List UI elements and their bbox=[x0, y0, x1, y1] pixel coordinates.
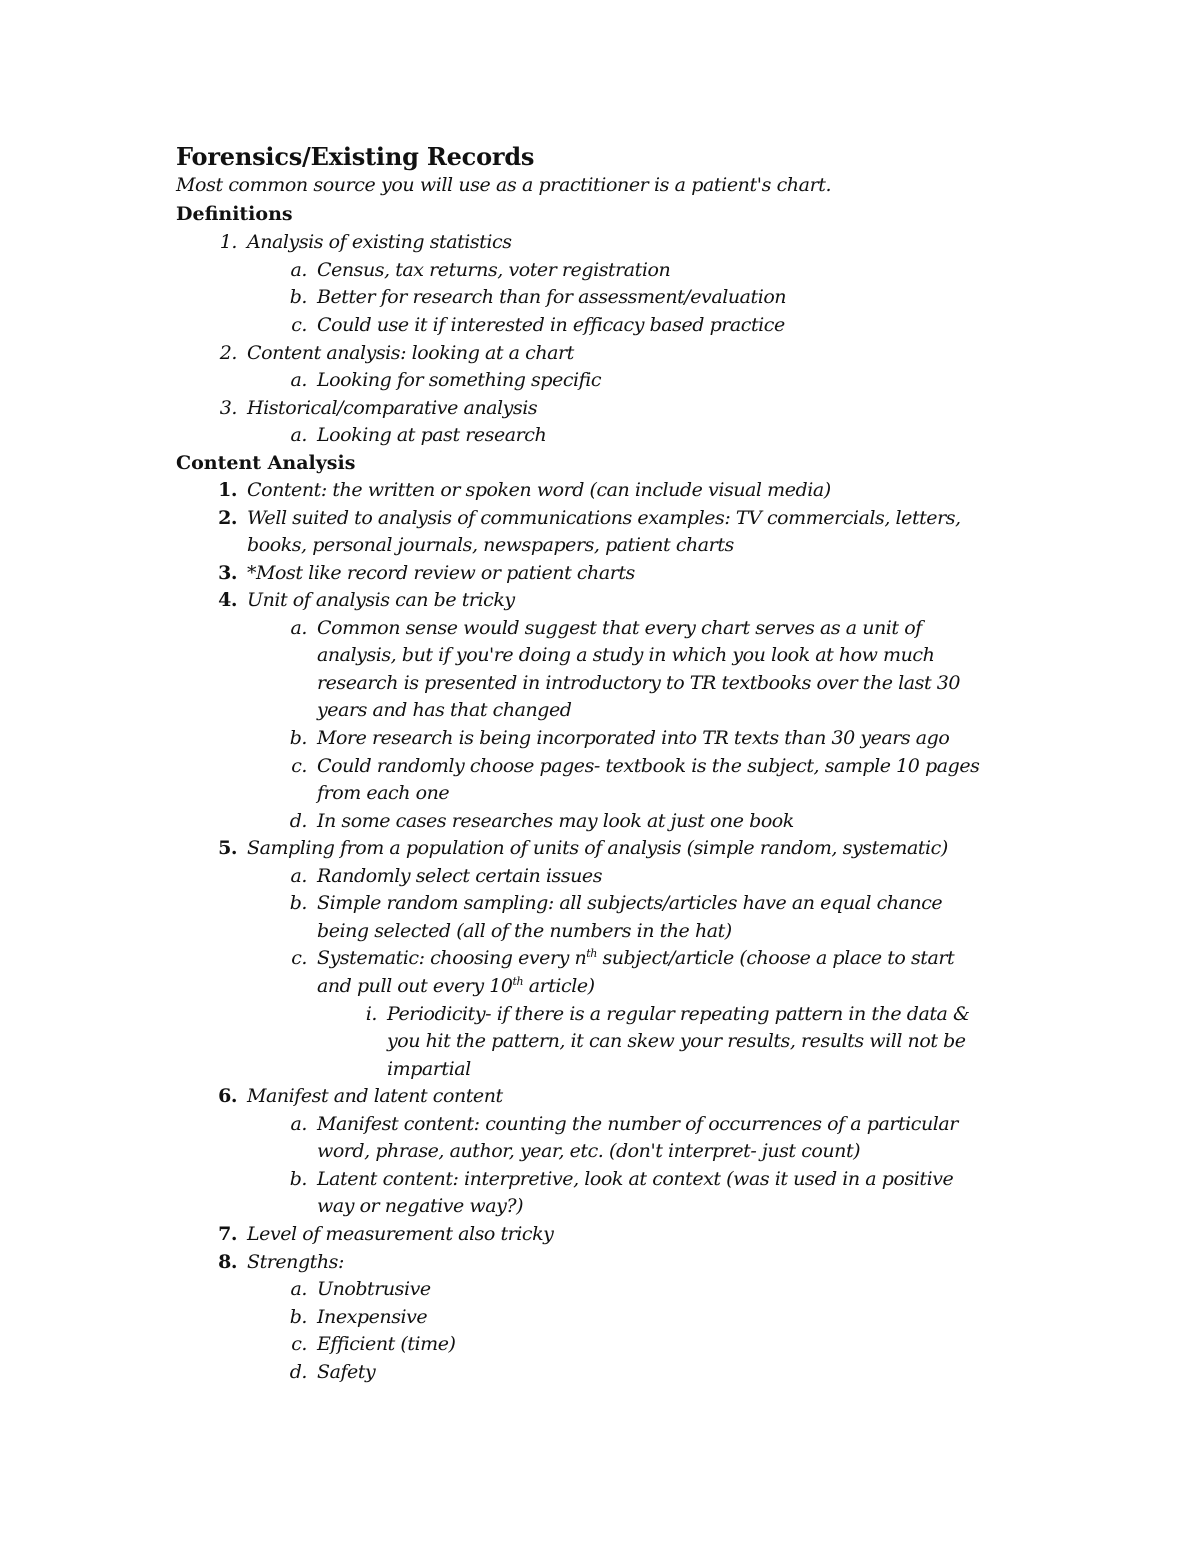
content-analysis-item bbox=[290, 1111, 958, 1139]
list-marker: 1. bbox=[218, 479, 237, 501]
content-analysis-item bbox=[289, 725, 950, 753]
content-analysis-item bbox=[218, 1249, 344, 1277]
list-marker: b. bbox=[289, 1306, 307, 1328]
superscript: th bbox=[512, 975, 524, 988]
content-analysis-item bbox=[317, 642, 934, 670]
content-analysis-item bbox=[290, 615, 922, 643]
list-item-text: Could use it if interested in efficacy based practice bbox=[317, 314, 785, 336]
content-analysis-item bbox=[289, 1166, 954, 1194]
content-analysis-item bbox=[289, 808, 794, 836]
list-item-text-after: subject/article (choose a place to start bbox=[596, 947, 955, 969]
list-item-text: being selected (all of the numbers in the hat) bbox=[317, 920, 732, 942]
content-analysis-item bbox=[218, 587, 515, 615]
list-item-text: Simple random sampling: all subjects/articles have an equal chance bbox=[317, 892, 943, 914]
list-item-text: books, personal journals, newspapers, patient charts bbox=[247, 534, 734, 556]
list-item-text: Content analysis: looking at a chart bbox=[247, 342, 574, 364]
list-item-text: word, phrase, author, year, etc. (don't interpret- just count) bbox=[317, 1140, 861, 1162]
list-item-text: Manifest content: counting the number of occurrences of a particular bbox=[317, 1113, 958, 1135]
list-marker: 4. bbox=[218, 589, 237, 611]
list-marker: 7. bbox=[218, 1223, 237, 1245]
list-item-text: Looking at past research bbox=[317, 424, 547, 446]
document-title: Forensics/Existing Records bbox=[176, 142, 535, 171]
content-analysis-item bbox=[317, 973, 595, 1001]
list-item-text: *Most like record review or patient charts bbox=[247, 562, 635, 584]
list-item-text: way or negative way?) bbox=[317, 1195, 524, 1217]
definitions-item bbox=[290, 257, 671, 285]
list-marker: a. bbox=[290, 369, 307, 391]
content-analysis-item bbox=[218, 1221, 554, 1249]
content-analysis-item bbox=[317, 670, 960, 698]
content-analysis-item bbox=[218, 560, 635, 588]
list-marker: a. bbox=[290, 617, 307, 639]
list-marker: 8. bbox=[218, 1251, 237, 1273]
list-marker: a. bbox=[290, 1278, 307, 1300]
list-item-text: Strengths: bbox=[247, 1251, 344, 1273]
superscript: th bbox=[586, 947, 597, 960]
definitions-item bbox=[290, 422, 547, 450]
list-marker: c. bbox=[291, 1333, 307, 1355]
definitions-item bbox=[289, 284, 787, 312]
list-item-text: impartial bbox=[387, 1058, 471, 1080]
list-marker: b. bbox=[289, 286, 307, 308]
definitions-item bbox=[219, 340, 574, 368]
list-marker: a. bbox=[290, 865, 307, 887]
list-marker: d. bbox=[289, 810, 307, 832]
definitions-item bbox=[219, 395, 538, 423]
list-item-text: Could randomly choose pages- textbook is the subject, sample 10 pages bbox=[317, 755, 980, 777]
list-marker: i. bbox=[365, 1003, 377, 1025]
list-marker: c. bbox=[291, 755, 307, 777]
list-item-text: Randomly select certain issues bbox=[317, 865, 602, 887]
list-item-text: Manifest and latent content bbox=[247, 1085, 503, 1107]
list-item-text: Sampling from a population of units of analysis (simple random, systematic) bbox=[247, 837, 948, 859]
list-marker: 2. bbox=[219, 342, 237, 364]
content-analysis-item bbox=[218, 835, 948, 863]
content-analysis-item bbox=[291, 753, 980, 781]
list-item-text: research is presented in introductory to TR textbooks over the last 30 bbox=[317, 672, 961, 694]
list-item-text-before: and pull out every 10 bbox=[317, 975, 513, 997]
list-marker: b. bbox=[289, 892, 307, 914]
list-item-text: Content: the written or spoken word (can include visual media) bbox=[247, 479, 831, 501]
definitions-item bbox=[290, 367, 602, 395]
list-marker: 3. bbox=[218, 562, 237, 584]
list-item-text: More research is being incorporated into TR texts than 30 years ago bbox=[317, 727, 950, 749]
list-marker: a. bbox=[290, 424, 307, 446]
list-item-text: Efficient (time) bbox=[317, 1333, 456, 1355]
content-analysis-item bbox=[289, 890, 943, 918]
list-marker: 5. bbox=[218, 837, 237, 859]
list-item-text: In some cases researches may look at just one book bbox=[317, 810, 794, 832]
content-analysis-heading: Content Analysis bbox=[176, 452, 356, 474]
list-item-text: Safety bbox=[317, 1361, 376, 1383]
list-item-text: Unobtrusive bbox=[317, 1278, 431, 1300]
list-item-text: Common sense would suggest that every chart serves as a unit of bbox=[317, 617, 922, 639]
list-item-text: Census, tax returns, voter registration bbox=[317, 259, 671, 281]
list-item-text: Looking for something specific bbox=[317, 369, 602, 391]
list-item-text-before: Systematic: choosing every n bbox=[317, 947, 587, 969]
content-analysis-item bbox=[317, 1138, 860, 1166]
list-item-text: Better for research than for assessment/evaluation bbox=[317, 286, 787, 308]
list-marker: b. bbox=[289, 727, 307, 749]
content-analysis-item bbox=[317, 780, 449, 808]
content-analysis-item bbox=[290, 1276, 431, 1304]
content-analysis-item bbox=[289, 1304, 428, 1332]
content-analysis-item bbox=[291, 945, 955, 973]
content-analysis-item bbox=[365, 1001, 970, 1029]
list-marker: 1. bbox=[219, 231, 237, 253]
list-item-text: you hit the pattern, it can skew your results, results will not be bbox=[387, 1030, 966, 1052]
definitions-item bbox=[291, 312, 785, 340]
content-analysis-item bbox=[387, 1056, 471, 1084]
list-item-text: from each one bbox=[317, 782, 450, 804]
list-item-text: Level of measurement also tricky bbox=[247, 1223, 554, 1245]
definitions-item bbox=[219, 229, 512, 257]
content-analysis-item bbox=[317, 697, 572, 725]
content-analysis-item bbox=[218, 505, 961, 533]
content-analysis-item bbox=[218, 1083, 503, 1111]
list-item-text: Well suited to analysis of communications examples: TV commercials, letters, bbox=[247, 507, 961, 529]
content-analysis-item bbox=[290, 863, 602, 891]
list-item-text: Latent content: interpretive, look at context (was it used in a positive bbox=[317, 1168, 954, 1190]
list-item-text: Unit of analysis can be tricky bbox=[247, 589, 515, 611]
list-item-text: Periodicity- if there is a regular repeating pattern in the data & bbox=[387, 1003, 970, 1025]
content-analysis-item bbox=[289, 1359, 376, 1387]
list-item-text-after: article) bbox=[523, 975, 595, 997]
definitions-heading: Definitions bbox=[176, 203, 293, 225]
list-marker: b. bbox=[289, 1168, 307, 1190]
list-marker: d. bbox=[289, 1361, 307, 1383]
content-analysis-item bbox=[387, 1028, 966, 1056]
list-marker: 6. bbox=[218, 1085, 237, 1107]
list-marker: 2. bbox=[218, 507, 237, 529]
content-analysis-item bbox=[291, 1331, 456, 1359]
intro-text: Most common source you will use as a practitioner is a patient's chart. bbox=[176, 174, 832, 196]
list-item-text: Inexpensive bbox=[317, 1306, 428, 1328]
list-marker: 3. bbox=[219, 397, 237, 419]
list-marker: c. bbox=[291, 314, 307, 336]
list-item-text: Analysis of existing statistics bbox=[247, 231, 512, 253]
list-marker: a. bbox=[290, 1113, 307, 1135]
content-analysis-item bbox=[218, 477, 831, 505]
content-analysis-item bbox=[317, 1193, 523, 1221]
list-marker: a. bbox=[290, 259, 307, 281]
content-analysis-item bbox=[247, 532, 734, 560]
content-analysis-item bbox=[317, 918, 732, 946]
list-item-text: analysis, but if you're doing a study in which you look at how much bbox=[317, 644, 935, 666]
list-marker: c. bbox=[291, 947, 307, 969]
list-item-text: years and has that changed bbox=[317, 699, 572, 721]
list-item-text: Historical/comparative analysis bbox=[247, 397, 538, 419]
